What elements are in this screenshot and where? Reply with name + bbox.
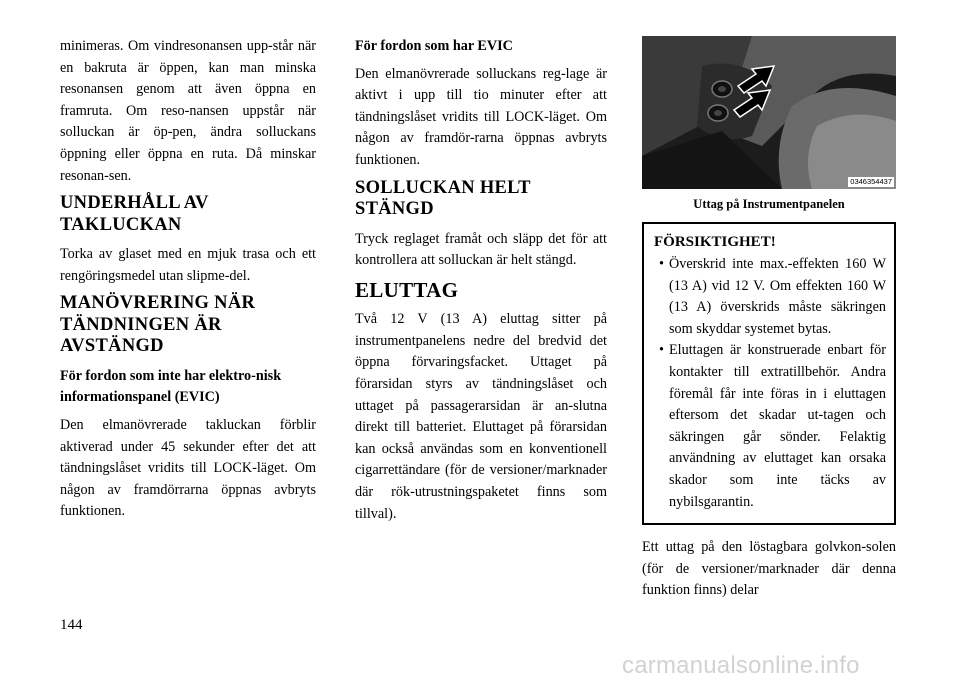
subheading-no-evic: För fordon som inte har elektro-nisk informationspanel (EVIC) — [60, 367, 282, 406]
column-middle — [355, 36, 607, 531]
watermark: carmanualsonline.info — [622, 652, 860, 679]
intro-paragraph: minimeras. Om vindresonansen upp-står när en bakruta är öppen, kan man minska resonansen genom att även öppna en framruta. Om reso-nansen uppstår när solluckan är öp-pen, ändra solluckans öppning eller öppna en ruta. Då minskar resonan-sen. — [60, 38, 316, 184]
no-evic-paragraph: Den elmanövrerade takluckan förblir aktiverad under 45 sekunder efter det att tändningslåset vridits till LOCK-läget. Om någon av framdörrarna öppnas avbryts funktionen. — [60, 417, 316, 520]
caution-title: FÖRSIKTIGHET! — [654, 234, 776, 250]
heading-maintenance: UNDERHÅLL AV TAKLUCKAN — [60, 193, 209, 235]
bullet-icon: • — [659, 342, 664, 359]
column-left — [60, 36, 316, 529]
caution-list — [654, 254, 886, 513]
console-outlet-paragraph: Ett uttag på den löstagbara golvkon-solen (för de versioner/marknader där denna funktion finns) delar — [642, 539, 896, 599]
caution-item — [654, 254, 886, 340]
heading-sunroof-closed: SOLLUCKAN HELT STÄNGD — [355, 177, 531, 220]
evic-paragraph: Den elmanövrerade solluckans reg-lage är aktivt i upp till tio minuter efter att tändningslåset vridits till LOCK-läget. Om någon av framdör-rarna öppnas avbryts funktionen. — [355, 65, 607, 168]
caution-item-text: Överskrid inte max.-effekten 160 W (13 A) vid 12 V. Om effekten 160 W (13 A) överskrids måste säkringen som skyddar systemet bytas. — [669, 256, 886, 337]
outlets-paragraph: Två 12 V (13 A) eluttag sitter på instrumentpanelens nedre del bredvid det öppna förvaringsfacket. Uttaget på förarsidan styrs av tändningslåset och uttaget på passagerarsidan är an-slutna direkt till batteriet. Eluttaget på förarsidan kan också användas som en konventionell cigarrettändare (för de versioner/marknader där rök-utrustningspaketet finns som tillval). — [355, 311, 607, 522]
instrument-panel-outlet-photo — [642, 36, 896, 189]
outlet-illustration — [642, 36, 896, 189]
caution-box — [642, 222, 896, 525]
caution-item — [654, 340, 886, 513]
column-right — [642, 36, 896, 608]
subheading-evic: För fordon som har EVIC — [355, 38, 513, 54]
figure-caption: Uttag på Instrumentpanelen — [693, 197, 845, 211]
heading-outlets: ELUTTAG — [355, 277, 459, 302]
page-number: 144 — [60, 617, 83, 633]
figure-code: 0346354437 — [850, 177, 892, 186]
bullet-icon: • — [659, 256, 664, 272]
sunroof-closed-paragraph: Tryck reglaget framåt och släpp det för att kontrollera att solluckan är helt stängd. — [355, 230, 607, 269]
caution-item-text: Eluttagen är konstruerade enbart för kontakter till extratillbehör. Andra föremål får inte föras in i eluttagen eftersom det skadar ut-tagen och säkringen går sönder. Felaktig användning av eluttaget kan orsaka skador som inte täcks av nybilsgarantin. — [669, 342, 886, 510]
maintenance-paragraph: Torka av glaset med en mjuk trasa och ett rengöringsmedel utan slipme-del. — [60, 246, 316, 284]
heading-operation-ignition-off: MANÖVRERING NÄR TÄNDNINGEN ÄR AVSTÄNGD — [60, 293, 256, 357]
